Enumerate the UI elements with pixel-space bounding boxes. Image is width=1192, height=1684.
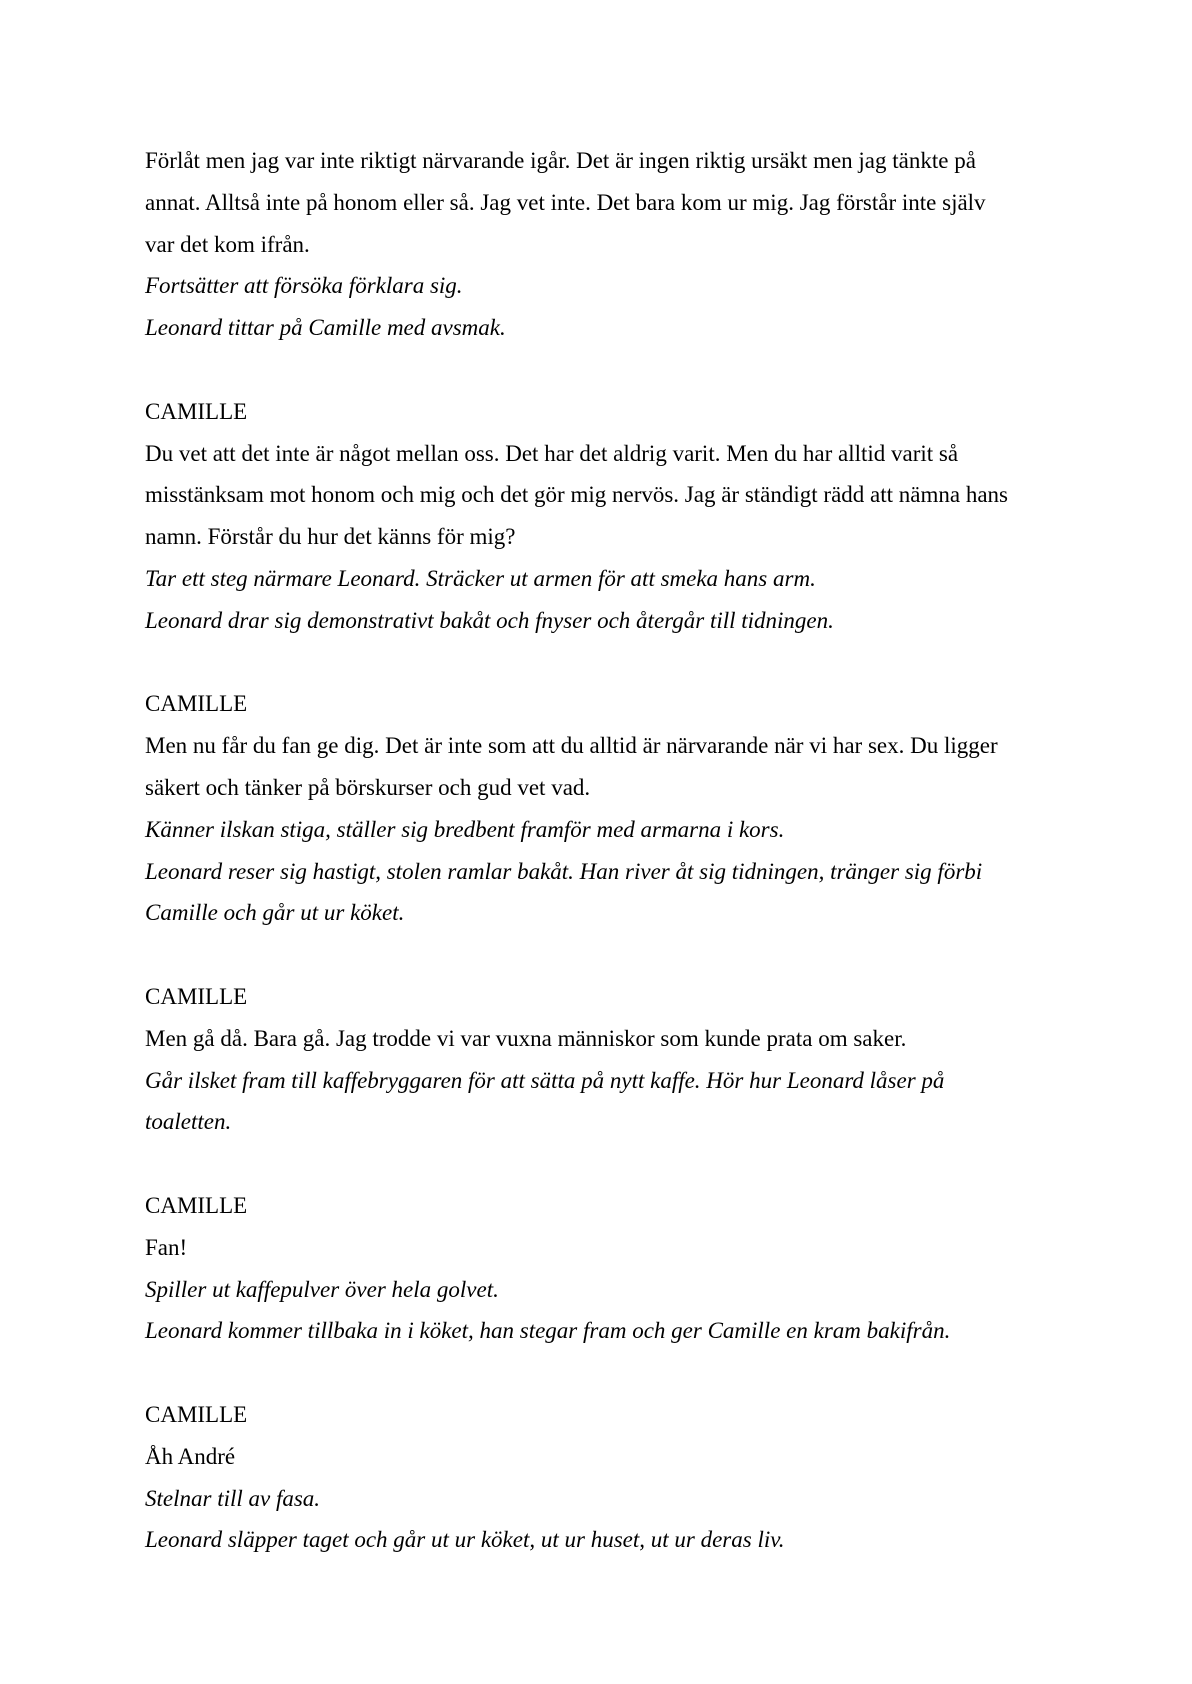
stage-direction: Fortsätter att försöka förklara sig.: [145, 273, 463, 299]
dialogue-line: Du vet att det inte är något mellan oss. Det har det aldrig varit. Men du har alltid varit så: [145, 440, 959, 466]
stage-direction: Känner ilskan stiga, ställer sig bredbent framför med armarna i kors.: [145, 816, 785, 842]
speaker-name: CAMILLE: [145, 691, 248, 717]
intro-block: [145, 140, 1080, 349]
speech-block-5: [145, 1394, 1080, 1561]
stage-direction: Leonard drar sig demonstrativt bakåt och fnyser och återgår till tidningen.: [145, 607, 834, 633]
dialogue-line: Men nu får du fan ge dig. Det är inte som att du alltid är närvarande när vi har sex. Du ligger: [145, 733, 998, 759]
stage-direction: toaletten.: [145, 1109, 232, 1135]
stage-direction: Stelnar till av fasa.: [145, 1485, 321, 1511]
block-spacer: [145, 934, 1080, 976]
speech-block-4: [145, 1185, 1080, 1352]
block-spacer: [145, 642, 1080, 684]
speech-block-3: [145, 976, 1080, 1143]
stage-direction: Leonard kommer tillbaka in i köket, han stegar fram och ger Camille en kram bakifrån.: [145, 1318, 951, 1344]
script-page: [145, 140, 1080, 1561]
stage-direction: Spiller ut kaffepulver över hela golvet.: [145, 1276, 499, 1302]
stage-direction: Tar ett steg närmare Leonard. Sträcker ut armen för att smeka hans arm.: [145, 565, 816, 591]
speaker-name: CAMILLE: [145, 398, 248, 424]
stage-direction: Leonard släpper taget och går ut ur köket, ut ur huset, ut ur deras liv.: [145, 1527, 785, 1553]
block-spacer: [145, 349, 1080, 391]
speaker-name: CAMILLE: [145, 1401, 248, 1427]
stage-direction: Camille och går ut ur köket.: [145, 900, 405, 926]
dialogue-line: Åh André: [145, 1443, 236, 1469]
block-spacer: [145, 1143, 1080, 1185]
speaker-name: CAMILLE: [145, 983, 248, 1009]
stage-direction: Leonard reser sig hastigt, stolen ramlar bakåt. Han river åt sig tidningen, tränger sig förbi: [145, 858, 983, 884]
speech-block-2: [145, 683, 1080, 934]
dialogue-line: Men gå då. Bara gå. Jag trodde vi var vuxna människor som kunde prata om saker.: [145, 1025, 907, 1051]
dialogue-line: säkert och tänker på börskurser och gud vet vad.: [145, 774, 591, 800]
dialogue-line: Förlåt men jag var inte riktigt närvarande igår. Det är ingen riktig ursäkt men jag tänkte på: [145, 148, 976, 173]
dialogue-line: Fan!: [145, 1234, 188, 1260]
speech-block-1: [145, 391, 1080, 642]
block-spacer: [145, 1352, 1080, 1394]
speaker-name: CAMILLE: [145, 1192, 248, 1218]
dialogue-line: annat. Alltså inte på honom eller så. Jag vet inte. Det bara kom ur mig. Jag förstår inte själv: [145, 189, 986, 215]
stage-direction: Går ilsket fram till kaffebryggaren för att sätta på nytt kaffe. Hör hur Leonard låser på: [145, 1067, 945, 1093]
stage-direction: Leonard tittar på Camille med avsmak.: [145, 315, 506, 341]
dialogue-line: misstänksam mot honom och mig och det gör mig nervös. Jag är ständigt rädd att nämna hans: [145, 482, 1008, 508]
dialogue-line: namn. Förstår du hur det känns för mig?: [145, 524, 516, 550]
dialogue-line: var det kom ifrån.: [145, 231, 310, 257]
